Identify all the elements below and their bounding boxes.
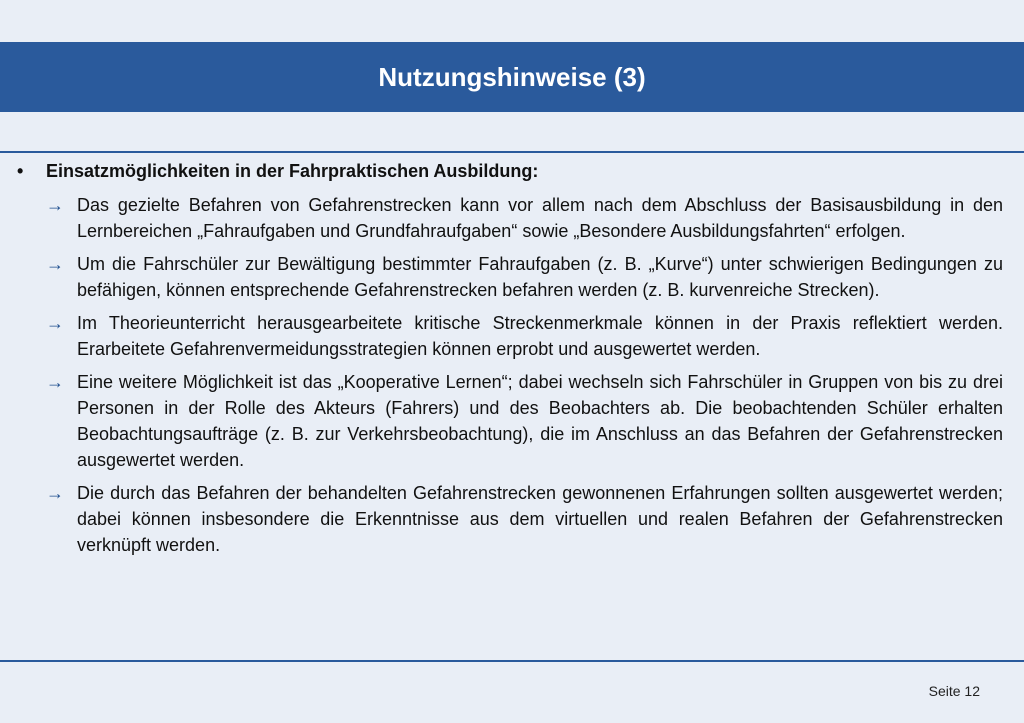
list-item [46, 480, 1003, 558]
bullet-icon: • [17, 161, 24, 181]
list-item [46, 251, 1003, 303]
title-bar [0, 42, 1024, 112]
arrow-right-icon: → [46, 195, 64, 215]
bullet-heading [17, 161, 1007, 182]
arrow-right-icon: → [46, 254, 64, 274]
arrow-list [46, 192, 1003, 565]
arrow-right-icon: → [46, 372, 64, 392]
list-item-text: Die durch das Befahren der behandelten Gefahrenstrecken gewonnenen Erfahrungen sollten ausgewertet werden; dabei können insbesondere die Erkenntnisse aus dem virtuellen und realen Befahren der Gefahrenstrecken verknüpft werden. [77, 483, 1003, 555]
list-item-text: Um die Fahrschüler zur Bewältigung bestimmter Fahraufgaben (z. B. „Kurve“) unter schwierigen Bedingungen zu befähigen, können entsprechende Gefahrenstrecken befahren werden (z. B. kurvenreiche Strecken). [77, 254, 1003, 300]
list-item-text: Das gezielte Befahren von Gefahrenstrecken kann vor allem nach dem Abschluss der Basisausbildung in den Lernbereichen „Fahraufgaben und Grundfahraufgaben“ sowie „Besondere Ausbildungsfahrten“ erfolgen. [77, 195, 1003, 241]
list-item [46, 369, 1003, 473]
list-item-text: Im Theorieunterricht herausgearbeitete kritische Streckenmerkmale können in der Praxis reflektiert werden. Erarbeitete Gefahrenvermeidungsstrategien können erprobt und ausgewertet werden. [77, 313, 1003, 359]
slide-content [0, 153, 1024, 660]
heading-text: Einsatzmöglichkeiten in der Fahrpraktischen Ausbildung: [46, 161, 539, 181]
arrow-right-icon: → [46, 313, 64, 333]
bottom-divider [0, 660, 1024, 662]
list-item-text: Eine weitere Möglichkeit ist das „Kooperative Lernen“; dabei wechseln sich Fahrschüler in Gruppen von bis zu drei Personen in der Rolle des Akteurs (Fahrers) und des Beobachters ab. Die beobachtenden Schüler erhalten Beobachtungsaufträge (z. B. zur Verkehrsbeobachtung), die im Anschluss an das Befahren der Gefahrenstrecken ausgewertet werden. [77, 372, 1003, 470]
slide-title: Nutzungshinweise (3) [378, 61, 646, 92]
arrow-right-icon: → [46, 483, 64, 503]
list-item [46, 192, 1003, 244]
page-number: Seite 12 [928, 683, 980, 699]
list-item [46, 310, 1003, 362]
